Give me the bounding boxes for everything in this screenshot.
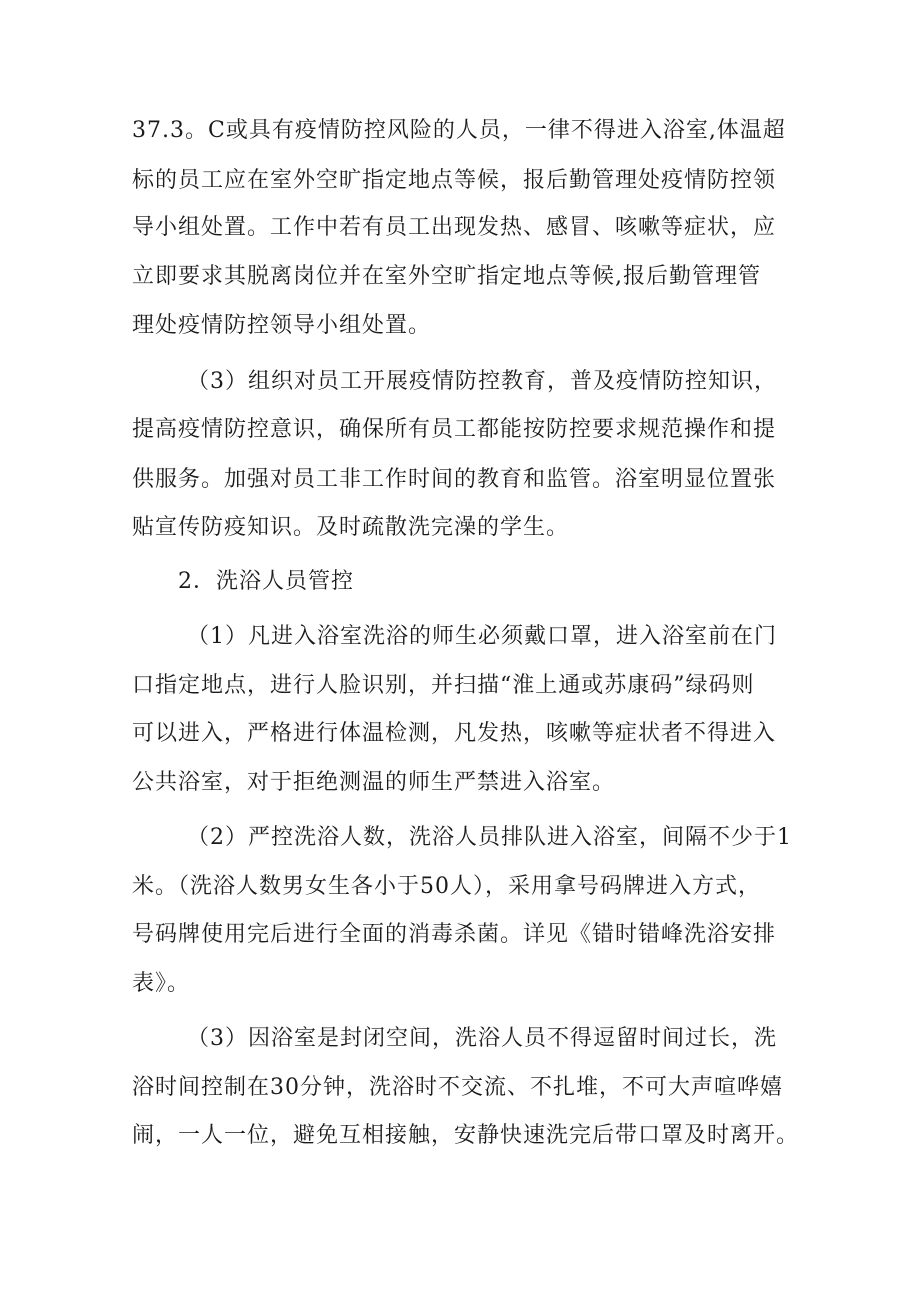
- text-line: （1）凡进入浴室洗浴的师生必须戴口罩，进入浴室前在门: [187, 624, 777, 649]
- text-line: （2）严控洗浴人数，洗浴人员排队进入浴室，间隔不少于1: [187, 825, 792, 850]
- text-line: 米。（洗浴人数男女生各小于50人），采用拿号码牌进入方式，: [132, 874, 761, 899]
- text-line: 导小组处置。工作中若有员工出现发热、感冒、咳嗽等症状，应: [132, 215, 777, 240]
- text-line: 供服务。加强对员工非工作时间的教育和监管。浴室明显位置张: [132, 467, 777, 492]
- text-line: 标的员工应在室外空旷指定地点等候，报后勤管理处疫情防控领: [132, 168, 777, 193]
- text-line: 理处疫情防控领导小组处置。: [132, 313, 432, 338]
- text-line: （3）因浴室是封闭空间，洗浴人员不得逗留时间过长，洗: [187, 1026, 777, 1051]
- text-line: 号码牌使用完后进行全面的消毒杀菌。详见《错时错峰洗浴安排: [132, 922, 777, 947]
- text-line: 贴宣传防疫知识。及时疏散洗完澡的学生。: [132, 515, 570, 540]
- text-line: 立即要求其脱离岗位并在室外空旷指定地点等候,报后勤管理管: [132, 264, 761, 289]
- text-line: 闹，一人一位，避免互相接触，安静快速洗完后带口罩及时离开。: [132, 1123, 800, 1148]
- text-line: 表》。: [132, 971, 191, 996]
- text-line: 口指定地点，进行人脸识别，并扫描“淮上通或苏康码”绿码则: [132, 673, 755, 698]
- section-heading: 2．洗浴人员管控: [178, 569, 354, 594]
- text-line: 公共浴室，对于拒绝测温的师生严禁进入浴室。: [132, 770, 616, 795]
- text-line: 提高疫情防控意识，确保所有员工都能按防控要求规范操作和提: [132, 417, 777, 442]
- text-line: 37.3。C或具有疫情防控风险的人员，一律不得进入浴室,体温超: [132, 118, 786, 143]
- text-line: 可以进入，严格进行体温检测，凡发热，咳嗽等症状者不得进入: [132, 721, 777, 746]
- text-line: 浴时间控制在30分钟，洗浴时不交流、不扎堆，不可大声喧哗嬉: [132, 1075, 783, 1100]
- text-line: （3）组织对员工开展疫情防控教育，普及疫情防控知识，: [187, 369, 777, 394]
